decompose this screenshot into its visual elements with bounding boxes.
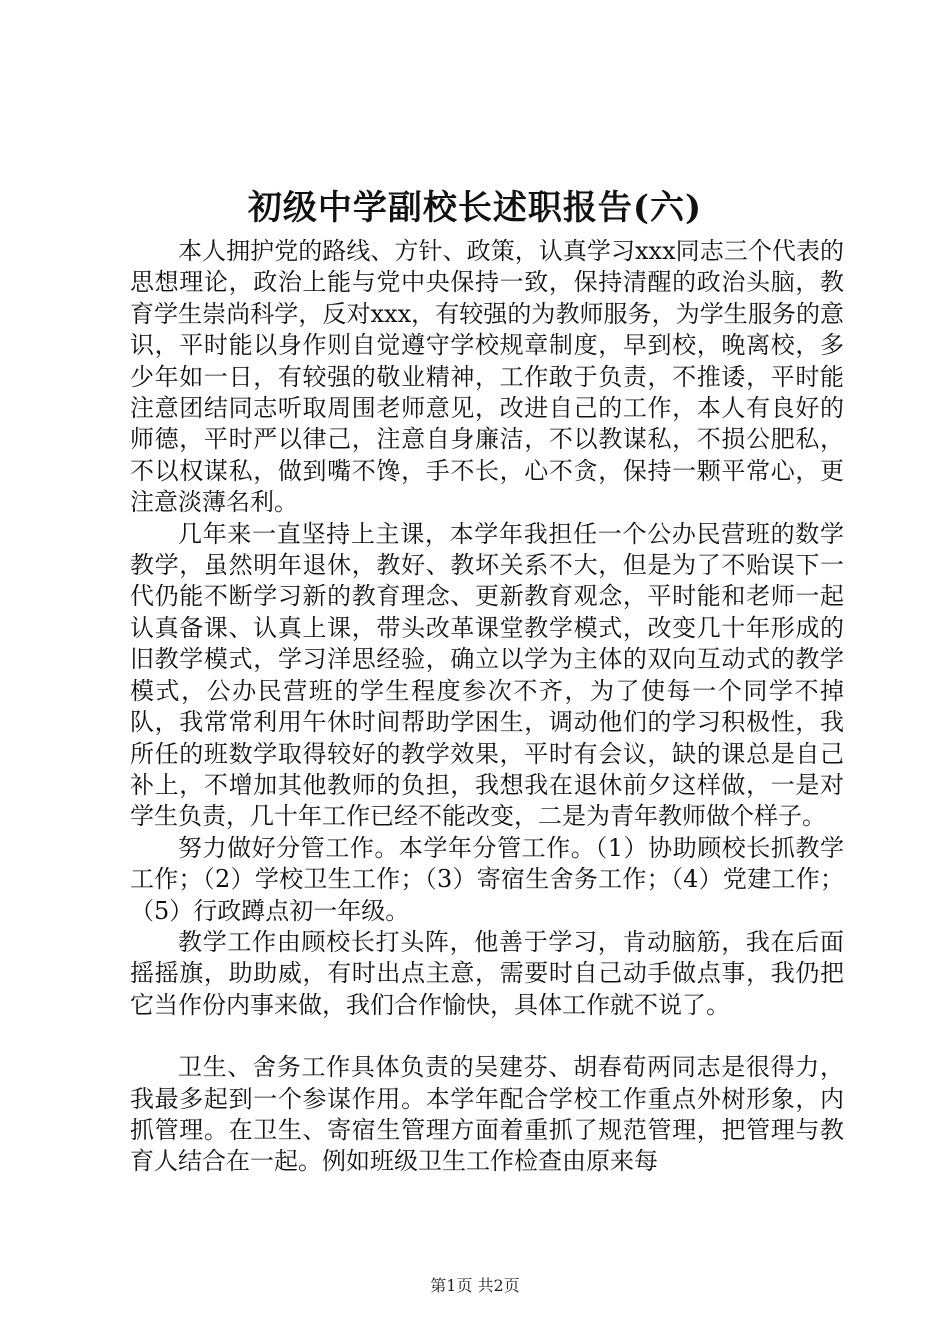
document-title: 初级中学副校长述职报告(六) [247, 188, 703, 228]
paragraph-3: 努力做好分管工作。本学年分管工作。（1）协助顾校长抓教学工作；（2）学校卫生工作；（3）寄宿生舍务工作；（4）党建工作；（5）行政蹲点初一年级。 [130, 833, 844, 925]
paragraph-2: 几年来一直坚持上主课，本学年我担任一个公办民营班的数学教学，虽然明年退休，教好、教坏关系不大，但是为了不贻误下一代仍能不断学习新的教育理念、更新教育观念，平时能和老师一起认真备课、认真上课，带头改革课堂教学模式，改变几十年形成的旧教学模式，学习洋思经验，确立以学为主体的双向互动式的教学模式，公办民营班的学生程度参次不齐，为了使每一个同学不掉队，我常常利用午休时间帮助学困生，调动他们的学习积极性，我所任的班数学取得较好的教学效果，平时有会议，缺的课总是自己补上，不增加其他教师的负担，我想我在退休前夕这样做，一是对学生负责，几十年工作已经不能改变，二是为青年教师做个样子。 [130, 519, 844, 831]
paragraph-4: 教学工作由顾校长打头阵，他善于学习，肯动脑筋，我在后面摇摇旗，助助威，有时出点主意，需要时自己动手做点事，我仍把它当作份内事来做，我们合作愉快，具体工作就不说了。 [130, 927, 844, 1019]
document-body [130, 236, 844, 1178]
paragraph-1: 本人拥护党的路线、方针、政策，认真学习xxx同志三个代表的思想理论，政治上能与党中央保持一致，保持清醒的政治头脑，教育学生崇尚科学，反对xxx，有较强的为教师服务，为学生服务的意识，平时能以身作则自觉遵守学校规章制度，早到校，晚离校，多少年如一日，有较强的敬业精神，工作敢于负责，不推诿，平时能注意团结同志听取周围老师意见，改进自己的工作，本人有良好的师德，平时严以律己，注意自身廉洁，不以教谋私，不损公肥私，不以权谋私，做到嘴不馋，手不长，心不贪，保持一颗平常心，更注意淡薄名利。 [130, 237, 844, 517]
page-footer: 第1页 共2页 [430, 1276, 520, 1295]
paragraph-5: 卫生、舍务工作具体负责的吴建芬、胡春荀两同志是很得力，我最多起到一个参谋作用。本学年配合学校工作重点外树形象，内抓管理。在卫生、寄宿生管理方面着重抓了规范管理，把管理与教育人结合在一起。例如班级卫生工作检查由原来每 [130, 1053, 844, 1176]
